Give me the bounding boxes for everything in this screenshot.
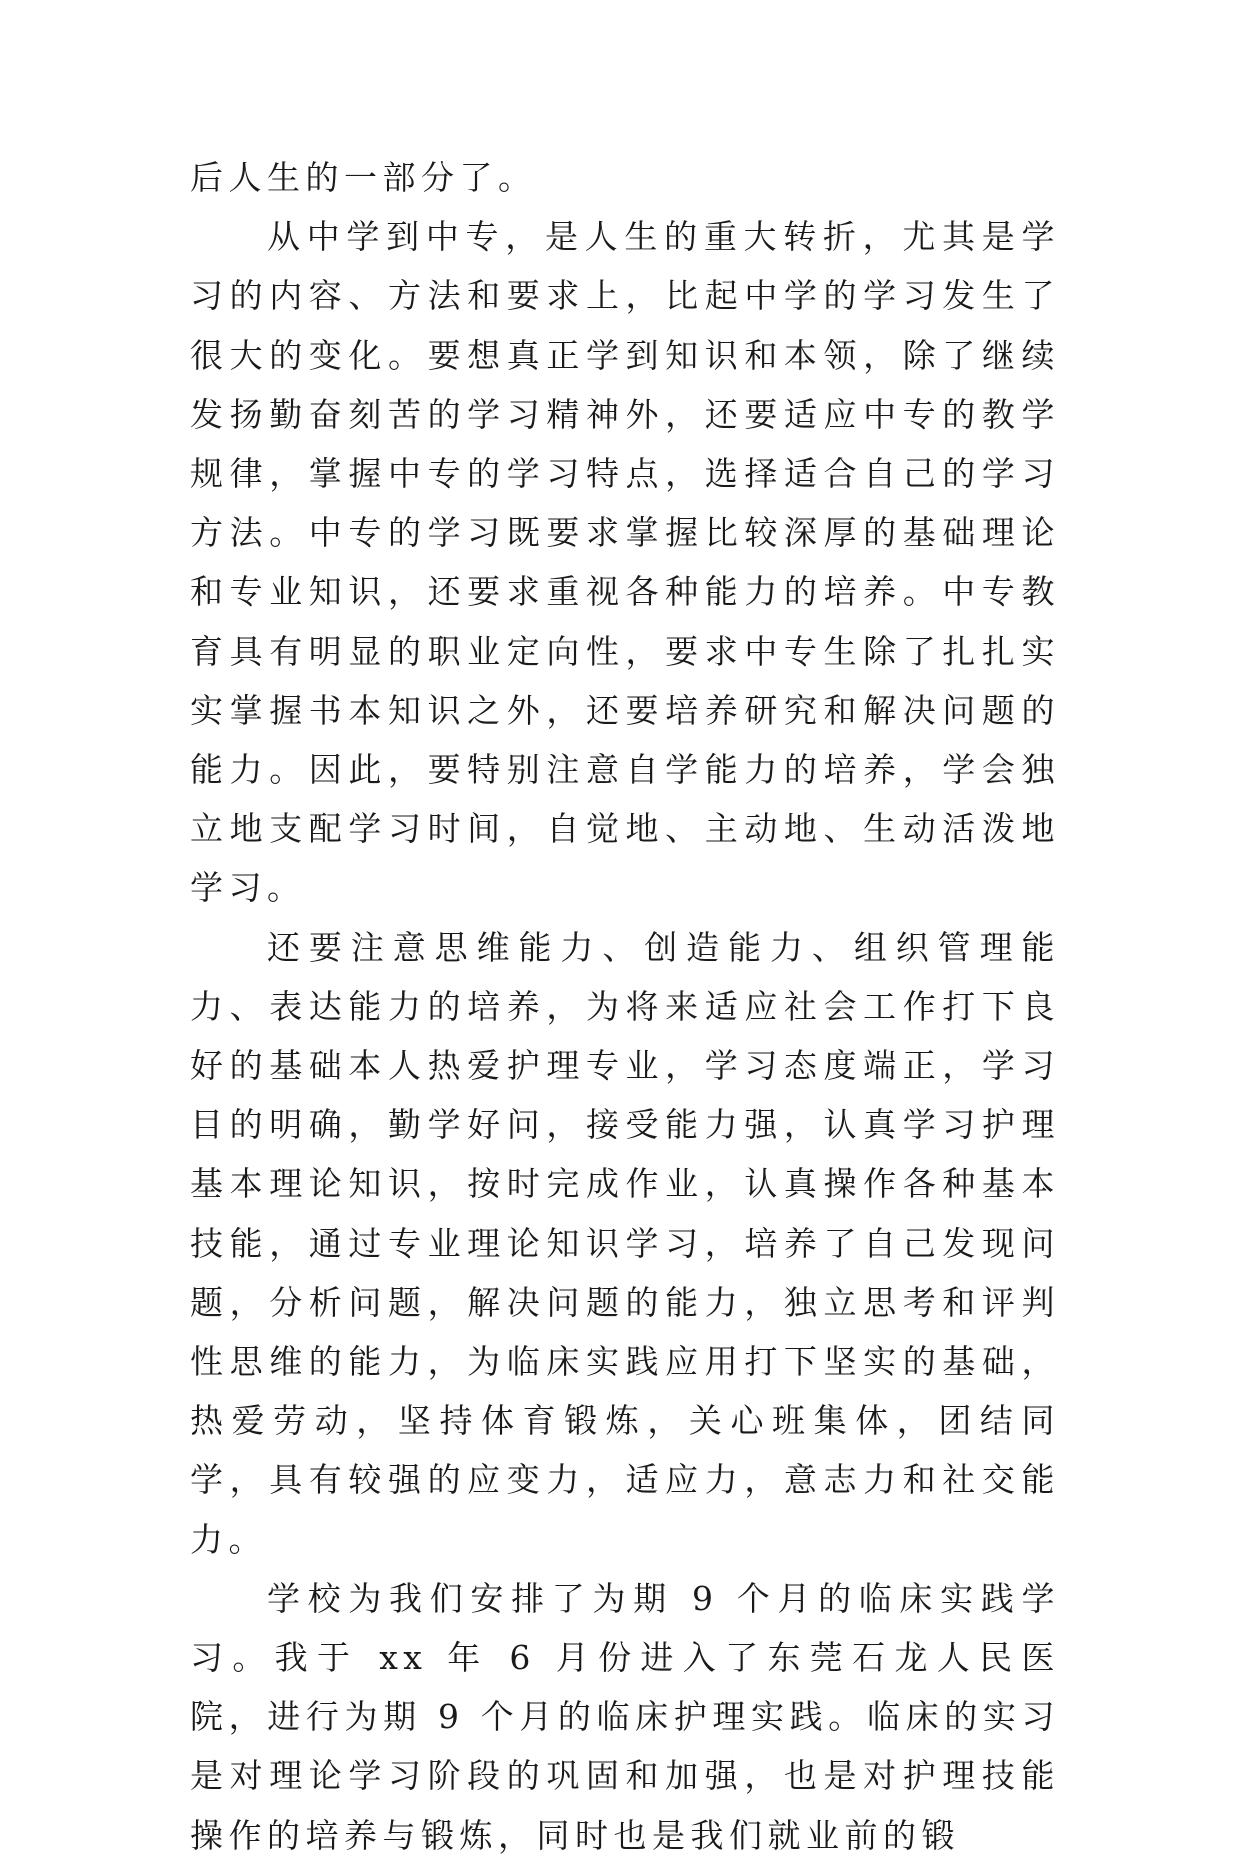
paragraph-study-transition: 从中学到中专，是人生的重大转折，尤其是学习的内容、方法和要求上，比起中学的学习发生了很大的变化。要想真正学到知识和本领，除了继续发扬勤奋刻苦的学习精神外，还要适应中专的教学规律，掌握中专的学习特点，选择适合自己的学习方法。中专的学习既要求掌握比较深厚的基础理论和专业知识，还要求重视各种能力的培养。中专教育具有明显的职业定向性，要求中专生除了扎扎实实掌握书本知识之外，还要培养研究和解决问题的能力。因此，要特别注意自学能力的培养，学会独立地支配学习时间，自觉地、主动地、生动活泼地学习。 <box>190 217 1060 908</box>
paragraph-abilities: 还要注意思维能力、创造能力、组织管理能力、表达能力的培养，为将来适应社会工作打下良好的基础本人热爱护理专业，学习态度端正，学习目的明确，勤学好问，接受能力强，认真学习护理基本理论知识，按时完成作业，认真操作各种基本技能，通过专业理论知识学习，培养了自己发现问题，分析问题，解决问题的能力，独立思考和评判性思维的能力，为临床实践应用打下坚实的基础，热爱劳动，坚持体育锻炼，关心班集体，团结同学，具有较强的应变力，适应力，意志力和社交能力。 <box>190 927 1060 1559</box>
paragraph-continuation: 后人生的一部分了。 <box>190 158 537 197</box>
document-page <box>190 148 1060 1865</box>
paragraph-clinical-practice: 学校为我们安排了为期 9 个月的临床实践学习。我于 xx 年 6 月份进入了东莞石龙人民医院，进行为期 9 个月的临床护理实践。临床的实习是对理论学习阶段的巩固和加强，也是对护理技能操作的培养与锻炼，同时也是我们就业前的锻 <box>190 1578 1060 1855</box>
